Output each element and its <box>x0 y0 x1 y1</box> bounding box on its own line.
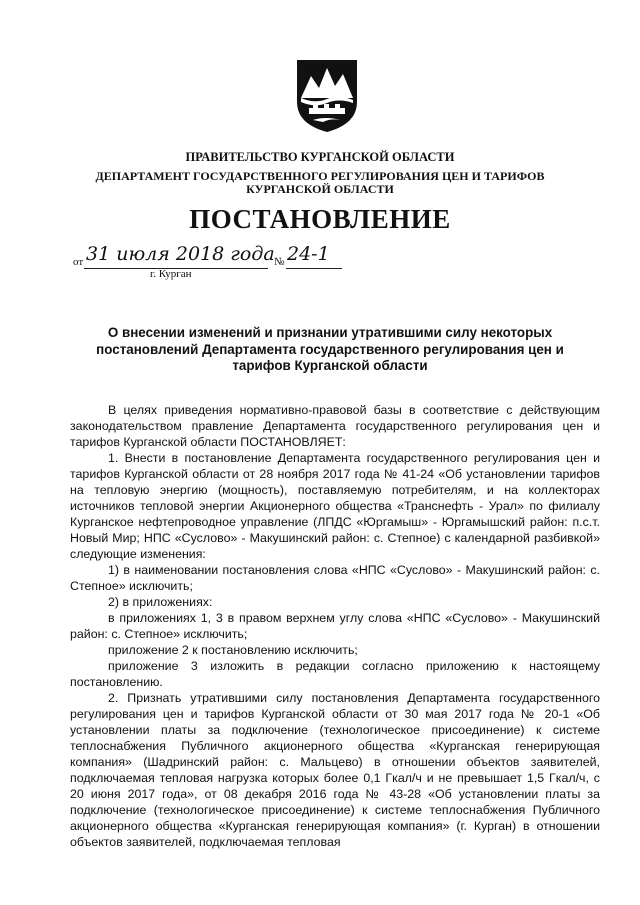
paragraph-preamble: В целях приведения нормативно-правовой базы в соответствие с действующим законодательством правление Департамента государственного регулирования цен и тарифов Курганской области ПОСТАНОВЛЯЕТ: <box>70 403 600 449</box>
document-heading: О внесении изменений и признании утратившими силу некоторых постановлений Департамента государственного регулирования цен и тарифов Курганской области <box>96 325 564 373</box>
department-name <box>0 170 640 196</box>
number-underline <box>286 268 342 269</box>
paragraph-item-1: 1. Внести в постановление Департамента государственного регулирования цен и тарифов Курганской области от 28 ноября 2017 года № 41-24 «Об установлении тарифов на тепловую энергию (мощность), поставляемую потребителям, и на коллекторах источников тепловой энергии Акционерного общества «Транснефть - Урал» по филиалу Курганское нефтепроводное управление (ЛПДС «Юргамыш» - Юргамышский район: п.с.т. Новый Мир; НПС «Суслово» - Макушинский район: с. Степное) с календарной разбивкой» следующие изменения: <box>70 451 600 561</box>
paragraph-appendices-1-3: в приложениях 1, 3 в правом верхнем углу слова «НПС «Суслово» - Макушинский район: с. Степное» исключить; <box>70 611 600 641</box>
government-name: ПРАВИТЕЛЬСТВО КУРГАНСКОЙ ОБЛАСТИ <box>185 150 455 164</box>
city-label: г. Курган <box>150 268 192 280</box>
handwritten-number: 24-1 <box>287 243 330 265</box>
paragraph-appendix-2: приложение 2 к постановлению исключить; <box>108 643 358 657</box>
department-name-line2: КУРГАНСКОЙ ОБЛАСТИ <box>246 182 394 196</box>
number-prefix: № <box>274 256 285 268</box>
document-type-title: ПОСТАНОВЛЕНИЕ <box>189 204 451 234</box>
paragraph-appendix-3: приложение 3 изложить в редакции согласно приложению к настоящему постановлению. <box>70 659 600 689</box>
paragraph-item-1-2: 2) в приложениях: <box>108 595 213 609</box>
document-body <box>70 402 600 850</box>
date-prefix: от <box>73 256 84 268</box>
paragraph-item-1-1: 1) в наименовании постановления слова «НПС «Суслово» - Макушинский район: с. Степное» исключить; <box>70 563 600 593</box>
paragraph-item-2: 2. Признать утратившими силу постановления Департамента государственного регулирования цен и тарифов Курганской области от 30 мая 2017 года № 20-1 «Об установлении платы за подключение (технологическое присоединение) к системе теплоснабжения Публичного акционерного общества «Курганская генерирующая компания» (Шадринский район: с. Мальцево) в отношении объектов заявителей, подключаемая тепловая нагрузка которых более 0,1 Гкал/ч и не превышает 1,5 Гкал/ч, с 20 июня 2017 года», от 08 декабря 2016 года № 43-28 «Об установлении платы за подключение (технологическое присоединение) к системе теплоснабжения Публичного акционерного общества «Курганская генерирующая компания» (г. Курган) в отношении объектов заявителей, подключаемая тепловая <box>70 691 600 849</box>
department-name-line1: ДЕПАРТАМЕНТ ГОСУДАРСТВЕННОГО РЕГУЛИРОВАНИЯ ЦЕН И ТАРИФОВ <box>95 169 545 183</box>
handwritten-date: 31 июля 2018 года <box>86 243 275 265</box>
coat-of-arms-icon <box>295 58 359 134</box>
